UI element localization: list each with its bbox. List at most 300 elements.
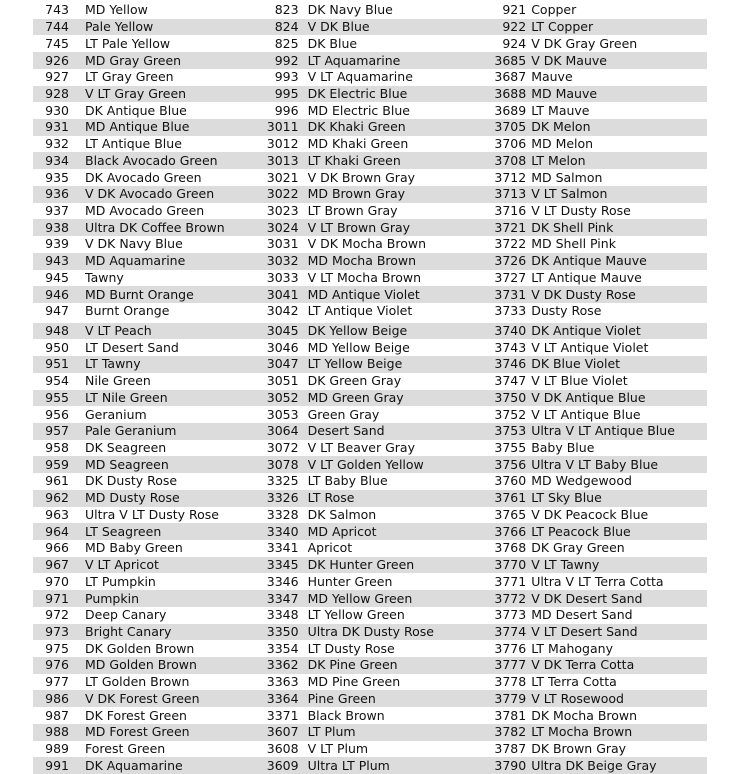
table-row [33, 507, 707, 524]
color-number: 3721 [494, 219, 527, 235]
table-row [33, 373, 707, 390]
color-number: 3726 [494, 253, 527, 269]
color-number: 3687 [494, 69, 527, 85]
color-name: LT Dusty Rose [307, 640, 395, 656]
color-entry [258, 456, 483, 473]
color-number: 956 [45, 406, 69, 422]
color-name: LT Yellow Green [307, 607, 405, 623]
color-name: V LT Dusty Rose [531, 202, 631, 218]
table-row [33, 523, 707, 540]
color-entry [482, 203, 707, 220]
color-name: V DK Mocha Brown [307, 236, 427, 252]
color-number: 3012 [266, 136, 299, 152]
color-name: LT Golden Brown [85, 674, 190, 690]
color-number: 945 [45, 269, 69, 285]
color-name: LT Peacock Blue [531, 523, 631, 539]
table-row [33, 169, 707, 186]
color-name: Black Avocado Green [85, 152, 218, 168]
color-name: DK Yellow Beige [307, 323, 408, 339]
table-row [33, 69, 707, 86]
color-entry [482, 707, 707, 724]
color-entry [33, 590, 258, 607]
color-name: V LT Gray Green [85, 85, 187, 101]
color-number: 3033 [266, 269, 299, 285]
color-entry [482, 356, 707, 373]
color-name: Geranium [85, 406, 147, 422]
color-entry [482, 406, 707, 423]
color-number: 3046 [266, 339, 299, 355]
color-entry [258, 102, 483, 119]
color-number: 964 [45, 523, 69, 539]
color-number: 3771 [494, 573, 527, 589]
color-name: Dusty Rose [531, 303, 602, 319]
color-name: V DK Forest Green [85, 690, 200, 706]
color-entry [258, 119, 483, 136]
color-number: 3326 [266, 490, 299, 506]
color-entry [482, 2, 707, 19]
color-entry [33, 339, 258, 356]
color-number: 3042 [266, 303, 299, 319]
table-row [33, 339, 707, 356]
color-entry [258, 339, 483, 356]
color-name: DK Electric Blue [307, 85, 408, 101]
color-entry [258, 19, 483, 36]
color-name: Burnt Orange [85, 303, 170, 319]
color-entry [482, 690, 707, 707]
color-name: MD Yellow [85, 2, 148, 18]
color-entry [33, 323, 258, 340]
color-entry [258, 219, 483, 236]
color-entry [33, 219, 258, 236]
color-entry [482, 557, 707, 574]
color-number: 936 [45, 186, 69, 202]
table-row [33, 607, 707, 624]
table-row [33, 557, 707, 574]
color-number: 3607 [266, 724, 299, 740]
color-number: 967 [45, 557, 69, 573]
color-name: Ultra V LT Antique Blue [531, 423, 675, 439]
color-entry [258, 236, 483, 253]
color-number: 3712 [494, 169, 527, 185]
color-name: DK Mocha Brown [531, 707, 638, 723]
color-number: 3776 [494, 640, 527, 656]
color-name: Pumpkin [85, 590, 139, 606]
color-entry [258, 490, 483, 507]
color-name: LT Mauve [531, 102, 590, 118]
color-entry [258, 607, 483, 624]
color-number: 3760 [494, 473, 527, 489]
color-entry [482, 102, 707, 119]
color-name: DK Gray Green [531, 540, 625, 556]
color-entry [258, 507, 483, 524]
color-name: MD Avocado Green [85, 202, 205, 218]
color-entry [258, 540, 483, 557]
color-number: 924 [502, 35, 527, 51]
color-entry [33, 724, 258, 741]
color-name: DK Antique Mauve [531, 253, 647, 269]
color-name: LT Antique Blue [85, 136, 182, 152]
table-row [33, 303, 707, 320]
color-number: 938 [45, 219, 69, 235]
color-number: 3750 [494, 389, 527, 405]
color-name: MD Salmon [531, 169, 603, 185]
color-entry [482, 657, 707, 674]
color-entry [258, 373, 483, 390]
color-entry [482, 573, 707, 590]
color-name: DK Navy Blue [307, 2, 393, 18]
color-entry [33, 152, 258, 169]
color-entry [258, 473, 483, 490]
table-row [33, 203, 707, 220]
color-entry [482, 253, 707, 270]
color-entry [482, 152, 707, 169]
color-number: 943 [45, 253, 69, 269]
color-number: 743 [45, 2, 69, 18]
color-number: 3716 [494, 202, 527, 218]
color-number: 3609 [266, 757, 299, 773]
color-number: 995 [274, 85, 299, 101]
color-name: Ultra LT Plum [307, 757, 390, 773]
color-entry [33, 390, 258, 407]
color-entry [482, 456, 707, 473]
color-entry [258, 152, 483, 169]
color-name: LT Baby Blue [307, 473, 388, 489]
color-number: 3722 [494, 236, 527, 252]
table-row [33, 2, 707, 19]
color-entry [482, 741, 707, 758]
color-name: LT Pale Yellow [85, 35, 171, 51]
color-number: 3325 [266, 473, 299, 489]
color-name: DK Antique Violet [531, 323, 641, 339]
color-number: 3752 [494, 406, 527, 422]
color-name: V LT Beaver Gray [307, 440, 415, 456]
color-entry [482, 286, 707, 303]
color-name: V DK Dusty Rose [531, 286, 636, 302]
color-name: LT Gray Green [85, 69, 174, 85]
color-name: Ultra DK Dusty Rose [307, 623, 434, 639]
color-number: 3346 [266, 573, 299, 589]
color-name: Hunter Green [307, 573, 393, 589]
color-number: 3727 [494, 269, 527, 285]
color-entry [482, 523, 707, 540]
color-name: DK Blue Violet [531, 356, 621, 372]
color-entry [258, 690, 483, 707]
color-entry [258, 440, 483, 457]
color-name: Black Brown [307, 707, 385, 723]
color-number: 3328 [266, 506, 299, 522]
color-name: V LT Peach [85, 323, 152, 339]
table-row [33, 390, 707, 407]
color-number: 745 [45, 35, 69, 51]
color-entry [258, 270, 483, 287]
color-number: 950 [45, 339, 69, 355]
color-name: LT Khaki Green [307, 152, 401, 168]
color-name: LT Sky Blue [531, 490, 602, 506]
color-number: 935 [45, 169, 69, 185]
color-name: MD Mauve [531, 85, 598, 101]
color-entry [258, 674, 483, 691]
color-number: 966 [45, 540, 69, 556]
color-number: 3778 [494, 674, 527, 690]
color-name: LT Copper [531, 19, 594, 35]
color-entry [33, 741, 258, 758]
color-number: 825 [274, 35, 299, 51]
color-name: LT Seagreen [85, 523, 162, 539]
table-row [33, 356, 707, 373]
color-name: MD Green Gray [307, 389, 404, 405]
color-name: DK Green Gray [307, 373, 402, 389]
color-number: 3779 [494, 690, 527, 706]
color-entry [258, 590, 483, 607]
color-number: 3743 [494, 339, 527, 355]
color-name: Nile Green [85, 373, 151, 389]
color-number: 3345 [266, 557, 299, 573]
color-name: LT Nile Green [85, 389, 168, 405]
table-row [33, 186, 707, 203]
color-number: 3772 [494, 590, 527, 606]
table-row [33, 286, 707, 303]
color-name: V LT Plum [307, 740, 369, 756]
color-entry [33, 557, 258, 574]
color-entry [33, 253, 258, 270]
color-name: Tawny [85, 269, 124, 285]
color-name: LT Desert Sand [85, 339, 179, 355]
color-entry [482, 624, 707, 641]
color-entry [258, 35, 483, 52]
color-number: 3053 [266, 406, 299, 422]
color-number: 937 [45, 202, 69, 218]
color-entry [258, 423, 483, 440]
color-name: MD Antique Violet [307, 286, 420, 302]
color-entry [482, 440, 707, 457]
color-entry [33, 473, 258, 490]
color-number: 3052 [266, 389, 299, 405]
table-row [33, 624, 707, 641]
color-number: 3706 [494, 136, 527, 152]
color-entry [258, 640, 483, 657]
color-entry [258, 707, 483, 724]
color-name: DK Khaki Green [307, 119, 406, 135]
color-entry [258, 169, 483, 186]
table-row [33, 323, 707, 340]
color-name: LT Pumpkin [85, 573, 156, 589]
color-number: 824 [274, 19, 299, 35]
color-number: 3072 [266, 440, 299, 456]
color-entry [482, 69, 707, 86]
color-entry [482, 323, 707, 340]
color-number: 939 [45, 236, 69, 252]
color-number: 3031 [266, 236, 299, 252]
color-entry [33, 423, 258, 440]
color-number: 3041 [266, 286, 299, 302]
color-name: V LT Tawny [531, 557, 600, 573]
color-entry [258, 2, 483, 19]
color-entry [482, 303, 707, 320]
color-name: V DK Antique Blue [531, 389, 646, 405]
color-entry [258, 203, 483, 220]
table-row [33, 690, 707, 707]
color-number: 3787 [494, 740, 527, 756]
color-number: 957 [45, 423, 69, 439]
color-name: LT Melon [531, 152, 586, 168]
color-number: 3733 [494, 303, 527, 319]
color-entry [482, 640, 707, 657]
color-entry [33, 490, 258, 507]
color-name: Copper [531, 2, 577, 18]
color-number: 3756 [494, 456, 527, 472]
color-entry [482, 35, 707, 52]
color-entry [33, 573, 258, 590]
color-name: LT Mahogany [531, 640, 613, 656]
color-number: 823 [274, 2, 299, 18]
color-name: MD Khaki Green [307, 136, 409, 152]
color-number: 955 [45, 389, 69, 405]
color-name: MD Baby Green [85, 540, 183, 556]
color-entry [33, 356, 258, 373]
color-number: 3371 [266, 707, 299, 723]
color-name: V LT Blue Violet [531, 373, 628, 389]
table-row [33, 540, 707, 557]
color-name: DK Shell Pink [531, 219, 614, 235]
color-number: 971 [45, 590, 69, 606]
color-number: 3766 [494, 523, 527, 539]
color-name: MD Yellow Green [307, 590, 413, 606]
color-entry [258, 757, 483, 774]
color-entry [482, 423, 707, 440]
color-name: Desert Sand [307, 423, 385, 439]
color-entry [258, 86, 483, 103]
table-row [33, 590, 707, 607]
color-name: Pale Yellow [85, 19, 154, 35]
color-number: 927 [45, 69, 69, 85]
color-number: 975 [45, 640, 69, 656]
color-entry [482, 19, 707, 36]
color-entry [258, 657, 483, 674]
color-number: 3774 [494, 623, 527, 639]
color-name: MD Golden Brown [85, 657, 197, 673]
color-entry [482, 607, 707, 624]
color-entry [482, 186, 707, 203]
color-number: 951 [45, 356, 69, 372]
color-entry [258, 136, 483, 153]
color-entry [33, 674, 258, 691]
color-entry [482, 52, 707, 69]
color-entry [258, 303, 483, 320]
color-name: MD Desert Sand [531, 607, 633, 623]
color-name: LT Tawny [85, 356, 141, 372]
table-row [33, 102, 707, 119]
color-name: DK Avocado Green [85, 169, 202, 185]
color-name: DK Forest Green [85, 707, 187, 723]
color-name: DK Antique Blue [85, 102, 187, 118]
color-entry [33, 19, 258, 36]
color-entry [33, 136, 258, 153]
color-number: 3013 [266, 152, 299, 168]
table-row [33, 757, 707, 774]
color-name: MD Dusty Rose [85, 490, 180, 506]
color-entry [258, 186, 483, 203]
color-name: MD Shell Pink [531, 236, 616, 252]
color-entry [33, 607, 258, 624]
color-name: Ultra DK Coffee Brown [85, 219, 225, 235]
table-row [33, 490, 707, 507]
table-row [33, 119, 707, 136]
color-entry [33, 203, 258, 220]
color-entry [33, 186, 258, 203]
color-name: Ultra V LT Baby Blue [531, 456, 659, 472]
color-entry [33, 757, 258, 774]
table-row [33, 219, 707, 236]
color-number: 3755 [494, 440, 527, 456]
color-number: 3023 [266, 202, 299, 218]
color-name: V LT Rosewood [531, 690, 624, 706]
color-entry [482, 236, 707, 253]
color-entry [33, 523, 258, 540]
color-number: 3781 [494, 707, 527, 723]
color-entry [258, 69, 483, 86]
color-number: 3713 [494, 186, 527, 202]
table-row [33, 741, 707, 758]
color-number: 954 [45, 373, 69, 389]
color-number: 958 [45, 440, 69, 456]
color-number: 988 [45, 724, 69, 740]
color-entry [33, 69, 258, 86]
color-name: Bright Canary [85, 623, 172, 639]
color-entry [33, 2, 258, 19]
color-number: 963 [45, 506, 69, 522]
color-name: DK Pine Green [307, 657, 398, 673]
color-number: 744 [45, 19, 69, 35]
color-number: 3782 [494, 724, 527, 740]
color-number: 946 [45, 286, 69, 302]
color-name: V DK Brown Gray [307, 169, 416, 185]
color-entry [33, 102, 258, 119]
table-row [33, 52, 707, 69]
color-name: LT Antique Mauve [531, 269, 642, 285]
color-entry [33, 86, 258, 103]
table-row [33, 86, 707, 103]
color-name: V DK Terra Cotta [531, 657, 635, 673]
color-number: 3761 [494, 490, 527, 506]
color-number: 3777 [494, 657, 527, 673]
color-name: V DK Gray Green [531, 35, 638, 51]
color-name: V LT Brown Gray [307, 219, 411, 235]
color-number: 972 [45, 607, 69, 623]
table-row [33, 707, 707, 724]
color-entry [258, 741, 483, 758]
color-entry [33, 507, 258, 524]
color-entry [482, 136, 707, 153]
color-number: 3689 [494, 102, 527, 118]
color-name: Ultra V LT Terra Cotta [531, 573, 664, 589]
color-number: 3022 [266, 186, 299, 202]
color-number: 931 [45, 119, 69, 135]
color-number: 947 [45, 303, 69, 319]
color-entry [482, 590, 707, 607]
color-entry [258, 523, 483, 540]
color-number: 926 [45, 52, 69, 68]
color-name: V DK Desert Sand [531, 590, 643, 606]
table-row [33, 423, 707, 440]
color-number: 987 [45, 707, 69, 723]
color-entry [33, 236, 258, 253]
table-row [33, 136, 707, 153]
color-number: 3608 [266, 740, 299, 756]
color-name: DK Golden Brown [85, 640, 195, 656]
color-number: 3032 [266, 253, 299, 269]
table-row [33, 253, 707, 270]
color-number: 3051 [266, 373, 299, 389]
